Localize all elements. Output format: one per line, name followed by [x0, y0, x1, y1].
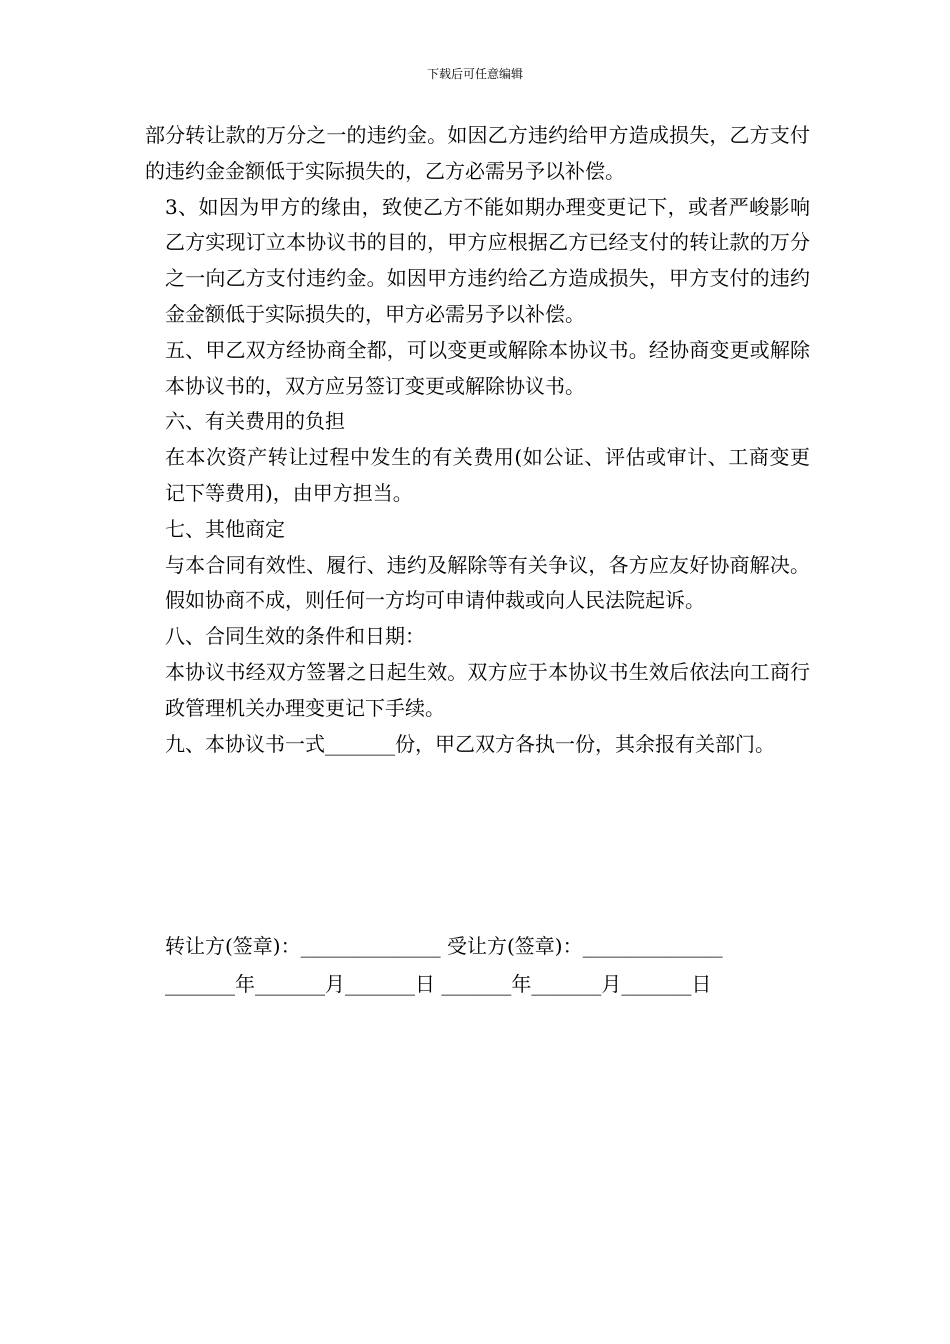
section-heading-effective: 八、合同生效的条件和日期：: [165, 624, 425, 649]
section-heading-fees: 六、有关费用的负担: [165, 409, 345, 434]
paragraph-effective: 本协议书经双方签署之日起生效。双方应于本协议书生效后依法向工商行政管理机关办理变更记下手续。: [165, 659, 810, 720]
paragraph-3: 五、甲乙双方经协商全都，可以变更或解除本协议书。经协商变更或解除本协议书的，双方应另签订变更或解除协议书。: [165, 337, 810, 398]
page-header: 下载后可任意编辑: [426, 67, 523, 81]
paragraph-dispute: 与本合同有效性、履行、违约及解除等有关争议，各方应友好协商解决。假如协商不成，则任何一方均可申请仲裁或向人民法院起诉。: [165, 552, 810, 613]
paragraph-1: 部分转让款的万分之一的违约金。如因乙方违约给甲方造成损失，乙方支付的违约金金额低于实际损失的，乙方必需另予以补偿。: [145, 123, 810, 183]
section-heading-other: 七、其他商定: [165, 516, 285, 541]
paragraph-copies: 九、本协议书一式_______份，甲乙双方各执一份，其余报有关部门。: [165, 731, 775, 756]
signature-line: 转让方(签章)：______________ 受让方(签章)：______________: [165, 934, 723, 958]
date-line: _______年_______月_______日 _______年_______月_______日: [165, 972, 712, 996]
document-body: [145, 118, 810, 762]
paragraph-fees: 在本次资产转让过程中发生的有关费用(如公证、评估或审计、工商变更记下等费用)，由甲方担当。: [165, 445, 810, 505]
paragraph-2: 3、如因为甲方的缘由，致使乙方不能如期办理变更记下，或者严峻影响乙方实现订立本协议书的目的，甲方应根据乙方已经支付的转让款的万分之一向乙方支付违约金。如因甲方违约给乙方造成损失，甲方支付的违约金金额低于实际损失的，甲方必需另予以补偿。: [165, 194, 810, 326]
